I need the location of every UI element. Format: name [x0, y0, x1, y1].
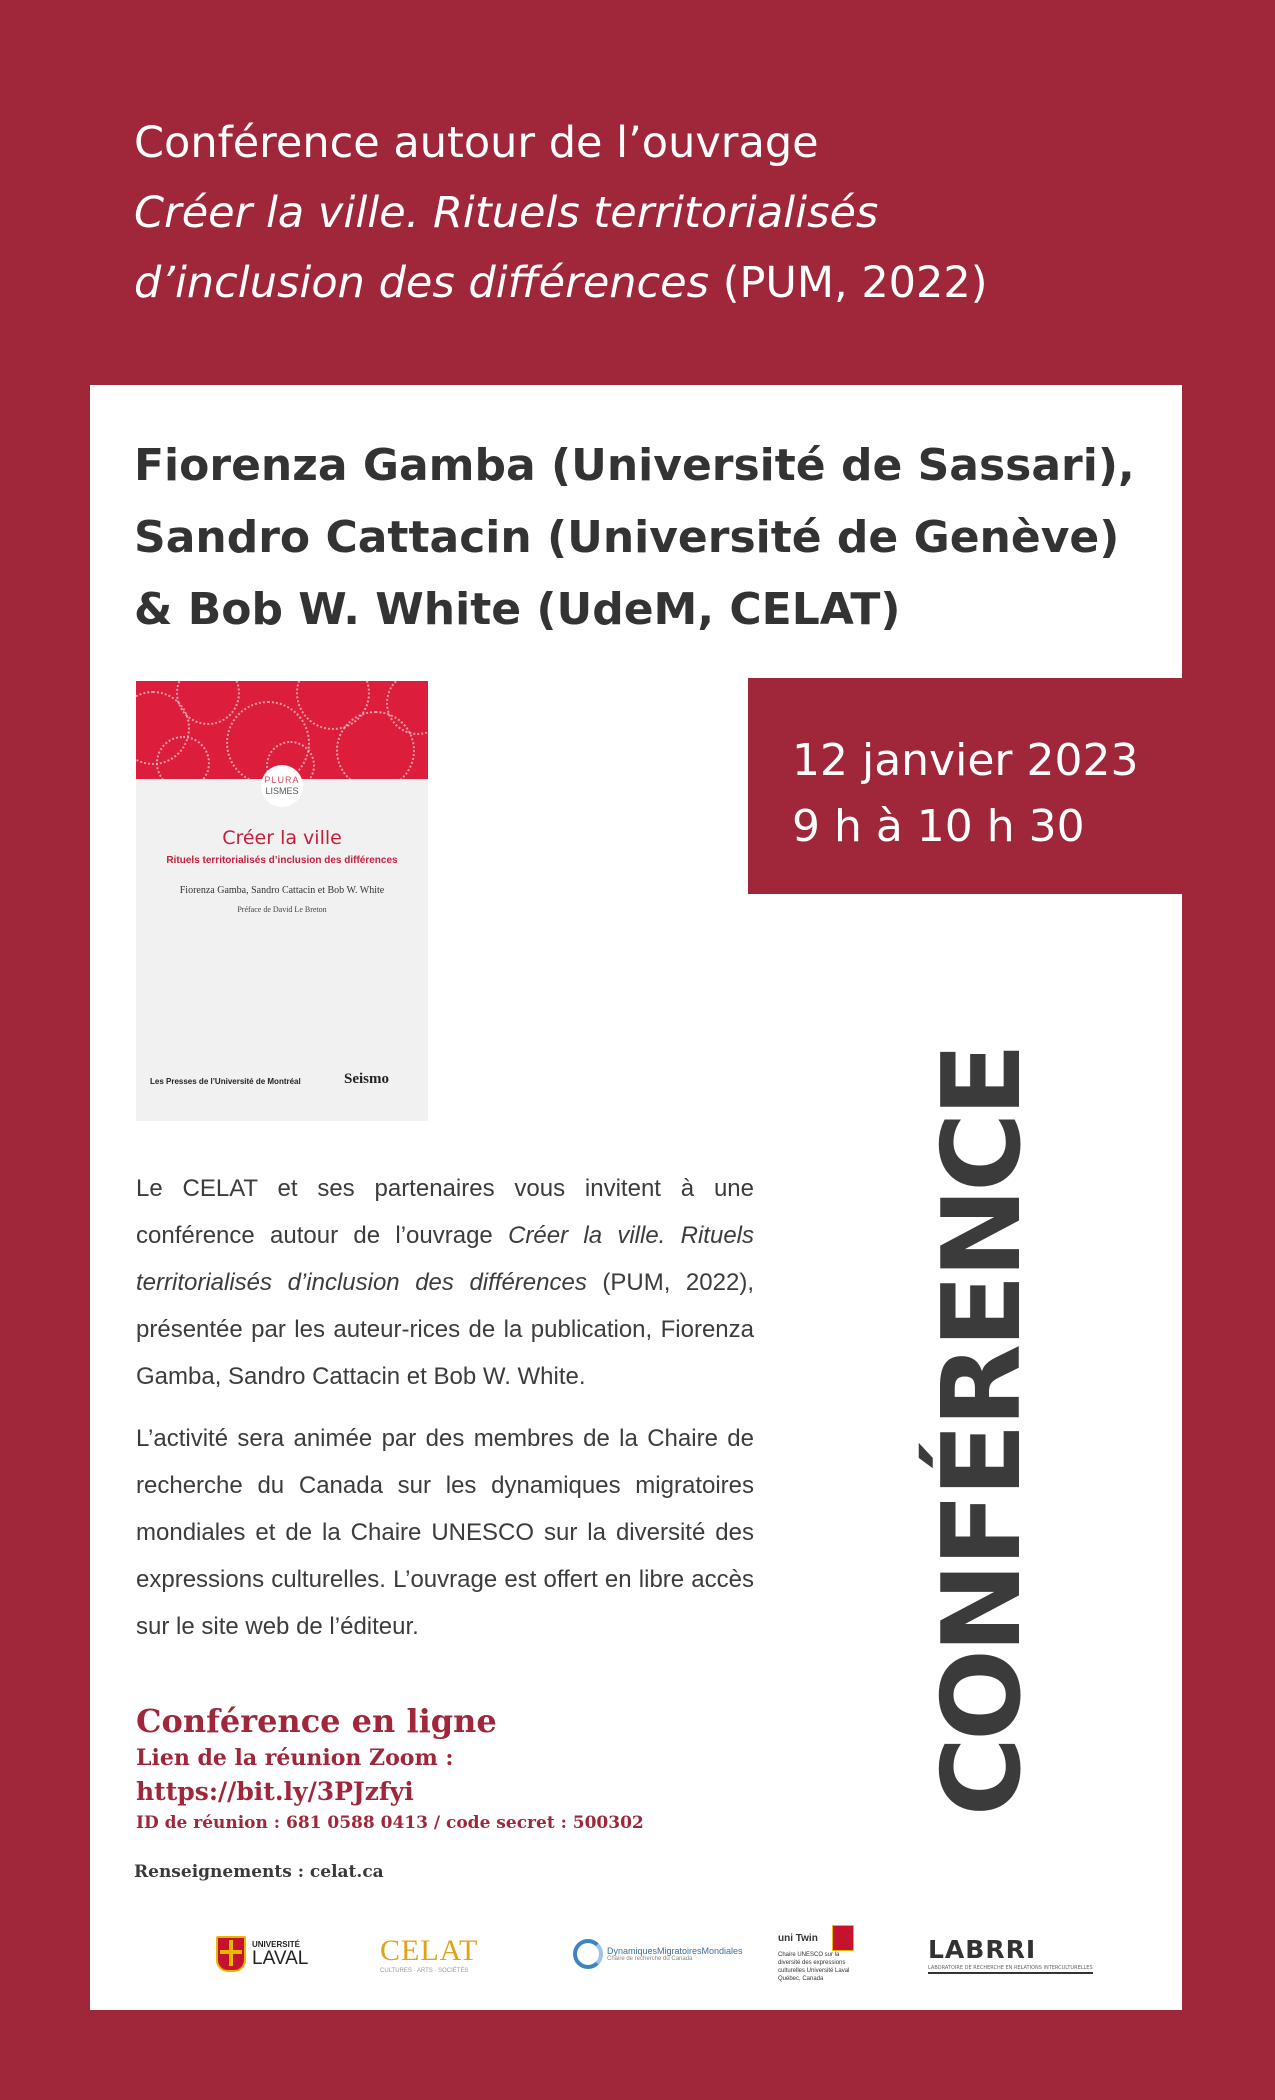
- laval-shield-icon: [216, 1936, 246, 1972]
- cover-coeditor: Seismo: [344, 1071, 389, 1087]
- celat-wordmark: CELAT: [380, 1934, 479, 1967]
- unesco-chair-logo: [778, 1918, 858, 1990]
- shield-icon: [832, 1925, 854, 1951]
- cover-publisher: Les Presses de l’Université de Montréal: [150, 1077, 301, 1086]
- page-header: [134, 108, 1154, 318]
- event-time: 9 h à 10 h 30: [792, 801, 1085, 852]
- header-publisher: (PUM, 2022): [709, 258, 988, 308]
- online-section: [136, 1700, 644, 1836]
- partner-logos: [90, 1918, 1182, 1990]
- book-cover: [136, 681, 428, 1121]
- cover-preface: Préface de David Le Breton: [237, 905, 327, 914]
- header-book-title-1: Créer la ville. Rituels territorialisés: [134, 188, 879, 238]
- p1-start: Le CELAT et ses partenaires vous invitent à une conférence autour de l’ouvrage: [136, 1175, 754, 1249]
- speakers: [134, 430, 1154, 646]
- header-book-title-2: d’inclusion des différences: [134, 258, 710, 308]
- dmm-wordmark: [607, 1946, 743, 1962]
- info-line: Renseignements : celat.ca: [134, 1862, 384, 1882]
- dmm-name: DynamiquesMigratoiresMondiales: [607, 1946, 743, 1956]
- zoom-label: Lien de la réunion Zoom :: [136, 1745, 454, 1771]
- celat-logo: [380, 1918, 478, 1990]
- dmm-logo: [573, 1918, 743, 1990]
- cover-subtitle: Rituels territorialisés d’inclusion des différences: [166, 855, 398, 866]
- online-title: Conférence en ligne: [136, 1702, 497, 1740]
- speaker-2: Sandro Cattacin (Université de Genève): [134, 512, 1120, 563]
- zoom-link[interactable]: https://bit.ly/3PJzfyi: [136, 1777, 414, 1806]
- series-top: PLURA: [264, 775, 300, 785]
- unitwin-mark: uni Twin: [778, 1932, 818, 1944]
- date-box: [748, 678, 1182, 894]
- globe-swirl-icon: [573, 1939, 603, 1969]
- laval-small: UNIVERSITÉ: [252, 1939, 301, 1949]
- event-date: 12 janvier 2023: [792, 735, 1139, 786]
- labrri-logo: [928, 1918, 1093, 1990]
- cover-authors: Fiorenza Gamba, Sandro Cattacin et Bob W. White: [179, 885, 385, 896]
- laval-logo: [216, 1918, 308, 1990]
- description-paragraph-2: L’activité sera animée par des membres de la Chaire de recherche du Canada sur les dynamiques migratoires mondiales et de la Chaire UNESCO sur la diversité des expressions culturelles. L’ouvrage est offert en libre accès sur le site web de l’éditeur.: [136, 1425, 754, 1640]
- header-line-3: [134, 248, 1154, 318]
- speaker-1: Fiorenza Gamba (Université de Sassari),: [134, 440, 1135, 491]
- series-badge: [261, 765, 303, 807]
- vertical-word-text: CONFÉRENCE: [920, 1046, 1046, 1816]
- laval-big: LAVAL: [252, 1947, 309, 1969]
- cover-title: Créer la ville: [222, 827, 342, 849]
- conference-vertical-title: [903, 990, 1063, 1872]
- labrri-name: LABRRI: [928, 1934, 1037, 1964]
- meeting-id: ID de réunion : 681 0588 0413 / code secret : 500302: [136, 1813, 644, 1833]
- labrri-sub: LABORATOIRE DE RECHERCHE EN RELATIONS INTERCULTURELLES: [928, 1964, 1093, 1971]
- series-bottom: LISMES: [265, 786, 299, 796]
- description-paragraph-1: [136, 1165, 754, 1400]
- speaker-3: & Bob W. White (UdeM, CELAT): [134, 584, 901, 635]
- p1-book-title: Créer la ville. Rituels territorialisés d’inclusion des différences: [136, 1222, 754, 1296]
- header-line-1: Conférence autour de l’ouvrage: [134, 118, 819, 168]
- unesco-text: Chaire UNESCO sur la diversité des expressions culturelles Université Laval Québec, Canada: [778, 1952, 850, 1982]
- dmm-sub: Chaire de recherche du Canada: [607, 1956, 693, 1962]
- celat-tagline: CULTURES · ARTS · SOCIÉTÉS: [380, 1968, 469, 1974]
- p1-end: (PUM, 2022), présentée par les auteur-rices de la publication, Fiorenza Gamba, Sandro Cattacin et Bob W. White.: [136, 1269, 754, 1390]
- labrri-wordmark: [928, 1935, 1093, 1974]
- laval-wordmark: [252, 1941, 308, 1968]
